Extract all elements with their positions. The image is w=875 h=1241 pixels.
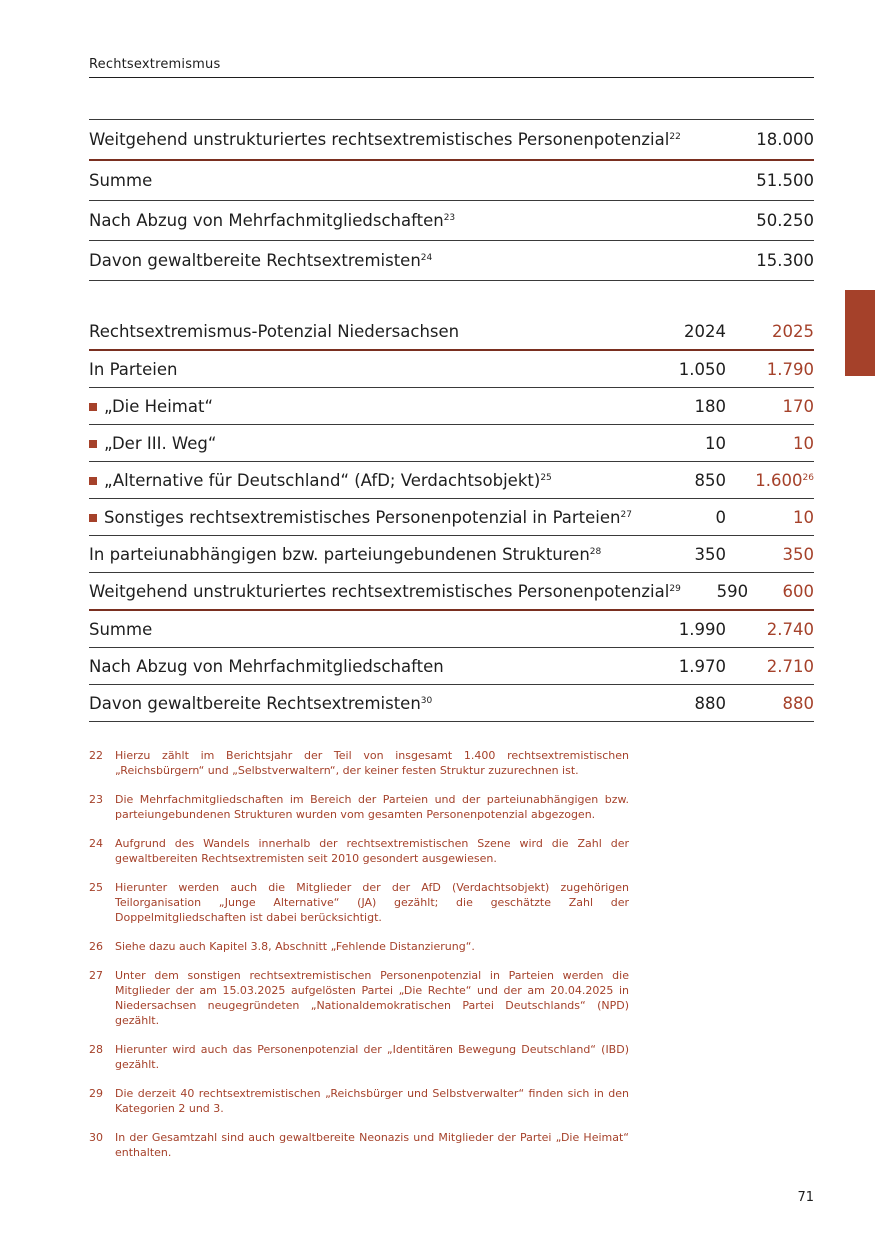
table-row (89, 241, 814, 281)
footnote-ref: 22 (669, 132, 681, 142)
footnote (89, 792, 629, 822)
footnote-text: Siehe dazu auch Kapitel 3.8, Abschnitt „Fehlende Distanzierung“. (115, 940, 475, 953)
footnote-ref: 29 (669, 583, 681, 594)
footnote-number: 29 (89, 1087, 103, 1100)
row-label: Davon gewaltbereite Rechtsextremisten (89, 251, 421, 270)
row-label: Summe (89, 619, 153, 639)
value-2024: 590 (716, 581, 749, 601)
row-label: „Alternative für Deutschland“ (AfD; Verdachtsobjekt) (104, 470, 541, 490)
footnote (89, 836, 629, 866)
footnote-ref: 23 (443, 213, 456, 223)
square-bullet-icon (89, 477, 97, 485)
row-value: 18.000 (756, 130, 814, 149)
value-2025: 600 (782, 581, 814, 601)
value-2024: 1.990 (678, 619, 726, 639)
footnote (89, 968, 629, 1028)
value-2024: 850 (694, 470, 726, 490)
column-header-2024: 2024 (684, 321, 726, 341)
footnote-text: Hierunter wird auch das Personenpotenzial der „Identitären Bewegung Deutschland“ (IBD) gezählt. (115, 1043, 629, 1071)
row-label: In Parteien (89, 359, 178, 379)
row-label: Summe (89, 171, 153, 190)
footnote (89, 1130, 629, 1160)
footnote-text: Hierzu zählt im Berichtsjahr der Teil von insgesamt 1.400 rechtsextremistischen „Reichsbürgern“ und „Selbstverwaltern“, der keiner festen Struktur zuzurechnen ist. (115, 749, 629, 777)
footnote-text: In der Gesamtzahl sind auch gewaltbereite Neonazis und Mitglieder der Partei „Die Heimat“ enthalten. (115, 1131, 629, 1159)
chapter-tab-marker (845, 290, 875, 376)
table-row (89, 648, 814, 685)
footnote-number: 27 (89, 969, 103, 982)
footnote-text: Unter dem sonstigen rechtsextremistischen Personenpotenzial in Parteien werden die Mitglieder der am 15.03.2025 aufgelösten Partei „Die Rechte“ und der am 20.04.2025 in Niedersachsen neugegründeten „Nationaldemokratischen Partei Deutschlands“ (NPD) gezählt. (115, 969, 629, 1027)
square-bullet-icon (89, 440, 97, 448)
value-2024: 350 (694, 544, 726, 564)
value-2025: 10 (793, 507, 814, 527)
value-2025: 2.740 (766, 619, 814, 639)
table-row (89, 573, 814, 611)
footnote-number: 24 (89, 837, 103, 850)
footnote-ref: 26 (802, 472, 814, 483)
footnote-ref: 27 (620, 509, 632, 520)
value-2025: 880 (782, 693, 814, 713)
footnote-text: Die Mehrfachmitgliedschaften im Bereich der Parteien und der parteiunabhängigen bzw. parteiungebundenen Strukturen wurden vom gesamten Personenpotenzial abgezogen. (115, 793, 629, 821)
value-2025: 10 (793, 433, 814, 453)
row-label: Nach Abzug von Mehrfachmitgliedschaften (89, 211, 444, 230)
footnote-ref: 28 (589, 546, 602, 557)
row-label: Sonstiges rechtsextremistisches Personenpotenzial in Parteien (104, 507, 621, 527)
row-label: Nach Abzug von Mehrfachmitgliedschaften (89, 656, 444, 676)
value-2024: 880 (694, 693, 726, 713)
table-row (89, 161, 814, 201)
table-row (89, 536, 814, 573)
footnote-number: 30 (89, 1131, 103, 1144)
value-2025: 1.790 (766, 359, 814, 379)
footnote-ref: 25 (540, 472, 552, 483)
niedersachsen-potential-table (89, 313, 814, 722)
row-value: 15.300 (756, 251, 814, 270)
footnotes (89, 748, 629, 1174)
row-label: „Die Heimat“ (104, 396, 213, 416)
federal-potential-table (89, 119, 814, 281)
square-bullet-icon (89, 514, 97, 522)
value-2024: 1.970 (678, 656, 726, 676)
footnote-number: 28 (89, 1043, 103, 1056)
value-2024: 10 (705, 433, 726, 453)
footnote-text: Die derzeit 40 rechtsextremistischen „Reichsbürger und Selbstverwalter“ finden sich in den Kategorien 2 und 3. (115, 1087, 629, 1115)
row-label: Weitgehend unstrukturiertes rechtsextremistisches Personenpotenzial (89, 130, 670, 149)
footnote-text: Aufgrund des Wandels innerhalb der rechtsextremistischen Szene wird die Zahl der gewaltbereiten Rechtsextremisten seit 2010 gesondert ausgewiesen. (115, 837, 629, 865)
table-row (89, 119, 814, 161)
table-row (89, 611, 814, 648)
table-row (89, 351, 814, 388)
table-row (89, 425, 814, 462)
footnote-number: 22 (89, 749, 103, 762)
footnote-number: 25 (89, 881, 103, 894)
value-2024: 1.050 (678, 359, 726, 379)
row-label: In parteiunabhängigen bzw. parteiungebundenen Strukturen (89, 544, 590, 564)
table-row (89, 685, 814, 722)
value-2025: 2.710 (766, 656, 814, 676)
table-header-row (89, 313, 814, 351)
value-2024: 0 (715, 507, 726, 527)
table-row (89, 462, 814, 499)
row-label: Weitgehend unstrukturiertes rechtsextremistisches Personenpotenzial (89, 581, 670, 601)
running-head: Rechtsextremismus (89, 57, 814, 78)
value-2025: 170 (782, 396, 814, 416)
footnote-ref: 30 (420, 695, 433, 706)
footnote (89, 880, 629, 925)
table-title: Rechtsextremismus-Potenzial Niedersachsen (89, 321, 460, 341)
row-label: „Der III. Weg“ (104, 433, 217, 453)
footnote-text: Hierunter werden auch die Mitglieder der der AfD (Verdachtsobjekt) zugehörigen Teilorganisation „Junge Alternative“ (JA) gezählt; die geschätzte Zahl der Doppelmitgliedschaften ist dabei berücksichtigt. (115, 881, 629, 924)
column-header-2025: 2025 (772, 321, 814, 341)
footnote-number: 26 (89, 940, 103, 953)
footnote-number: 23 (89, 793, 103, 806)
footnote (89, 748, 629, 778)
square-bullet-icon (89, 403, 97, 411)
value-2025: 1.600 (755, 470, 803, 490)
footnote (89, 1086, 629, 1116)
value-2025: 350 (782, 544, 814, 564)
row-label: Davon gewaltbereite Rechtsextremisten (89, 693, 421, 713)
page-number: 71 (797, 1190, 814, 1205)
table-row (89, 499, 814, 536)
row-value: 50.250 (756, 211, 814, 230)
row-value: 51.500 (756, 171, 814, 190)
value-2024: 180 (694, 396, 726, 416)
table-row (89, 388, 814, 425)
table-row (89, 201, 814, 241)
footnote (89, 939, 629, 954)
footnote-ref: 24 (420, 253, 433, 263)
footnote (89, 1042, 629, 1072)
